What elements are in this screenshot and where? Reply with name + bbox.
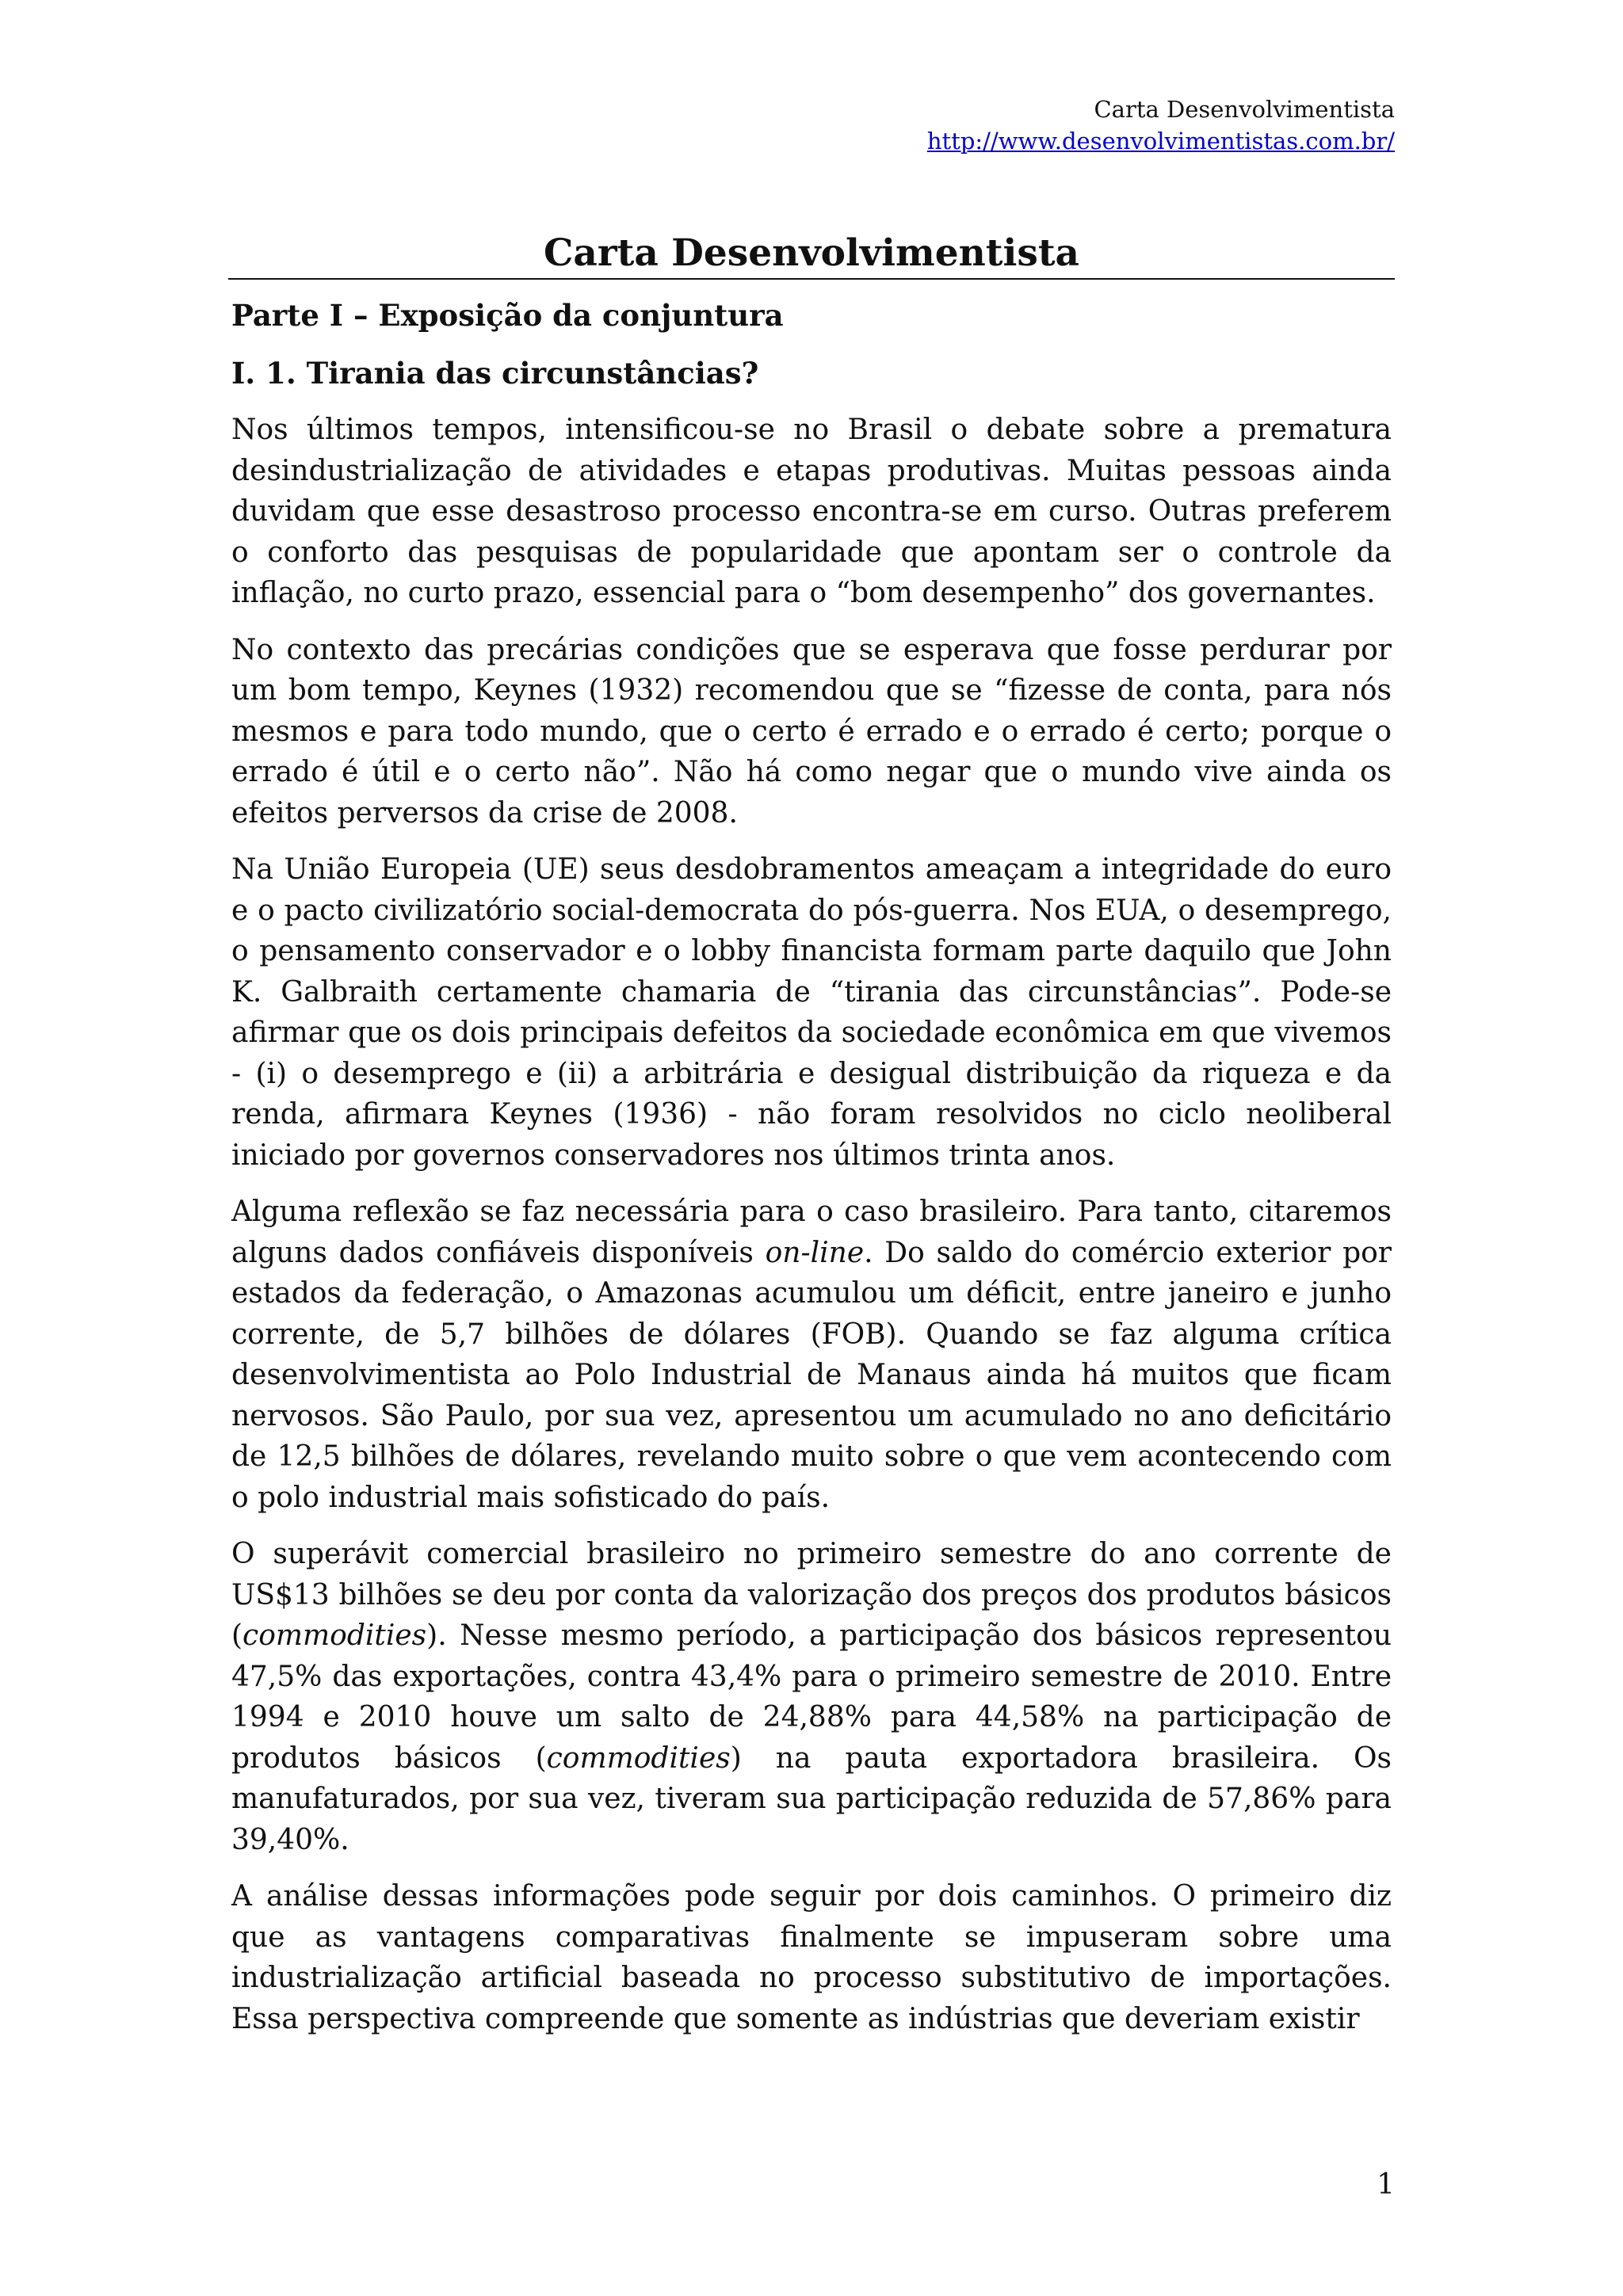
header-site-name: Carta Desenvolvimentista — [1094, 96, 1395, 123]
subsection-heading: I. 1. Tirania das circunstâncias? — [231, 356, 759, 391]
running-header — [927, 93, 1395, 157]
body-paragraph: No contexto das precárias condições que se esperava que fosse perdurar por um bom tempo, Keynes (1932) recomendou que se “fizesse de conta, para nós mesmos e para todo mundo, que o certo é errado e o errado é certo; porque o errado é útil e o certo não”. Não há como negar que o mundo vive ainda os efeitos perversos da crise de 2008. — [231, 633, 1392, 830]
header-site-url[interactable]: http://www.desenvolvimentistas.com.br/ — [926, 128, 1395, 154]
body-paragraph: A análise dessas informações pode seguir por dois caminhos. O primeiro diz que as vantagens comparativas finalmente se impuseram sobre uma industrialização artificial baseada no processo substitutivo de importações. Essa perspectiva compreende que somente as indústrias que deveriam existir — [231, 1880, 1392, 2035]
page-number: 1 — [1377, 2168, 1395, 2201]
italic-term: commodities — [242, 1619, 427, 1652]
italic-term: commodities — [546, 1741, 731, 1775]
body-paragraph: Nos últimos tempos, intensificou-se no Brasil o debate sobre a prematura desindustrialização de atividades e etapas produtivas. Muitas pessoas ainda duvidam que esse desastroso processo encontra-se em curso. Outras preferem o conforto das pesquisas de popularidade que apontam ser o controle da inflação, no curto prazo, essencial para o “bom desempenho” dos governantes. — [231, 414, 1392, 609]
italic-term: on-line — [765, 1236, 865, 1269]
body-paragraph: Alguma reflexão se faz necessária para o caso brasileiro. Para tanto, citaremos alguns dados confiáveis disponíveis on-line. Do saldo do comércio exterior por estados da federação, o Amazonas acumulou um déficit, entre janeiro e junho corrente, de 5,7 bilhões de dólares (FOB). Quando se faz alguma crítica desenvolvimentista ao Polo Industrial de Manaus ainda há muitos que ficam nervosos. São Paulo, por sua vez, apresentou um acumulado no ano deficitário de 12,5 bilhões de dólares, revelando muito sobre o que vem acontecendo com o polo industrial mais sofisticado do país. — [231, 1196, 1392, 1514]
document-body — [231, 295, 1392, 2055]
title-underline — [228, 278, 1395, 280]
body-paragraph: O superávit comercial brasileiro no primeiro semestre do ano corrente de US$13 bilhões se deu por conta da valorização dos preços dos produtos básicos (commodities). Nesse mesmo período, a participação dos básicos representou 47,5% das exportações, contra 43,4% para o primeiro semestre de 2010. Entre 1994 e 2010 houve um salto de 24,88% para 44,58% na participação de produtos básicos (commodities) na pauta exportadora brasileira. Os manufaturados, por sua vez, tiveram sua participação reduzida de 57,86% para 39,40%. — [231, 1538, 1392, 1856]
document-title: Carta Desenvolvimentista — [543, 231, 1079, 275]
body-paragraph: Na União Europeia (UE) seus desdobramentos ameaçam a integridade do euro e o pacto civilizatório social-democrata do pós-guerra. Nos EUA, o desemprego, o pensamento conservador e o lobby financista formam parte daquilo que John K. Galbraith certamente chamaria de “tirania das circunstâncias”. Pode-se afirmar que os dois principais defeitos da sociedade econômica em que vivemos - (i) o desemprego e (ii) a arbitrária e desigual distribuição da riqueza e da renda, afirmara Keynes (1936) - não foram resolvidos no ciclo neoliberal iniciado por governos conservadores nos últimos trinta anos. — [231, 853, 1392, 1172]
section-heading: Parte I – Exposição da conjuntura — [231, 298, 784, 333]
